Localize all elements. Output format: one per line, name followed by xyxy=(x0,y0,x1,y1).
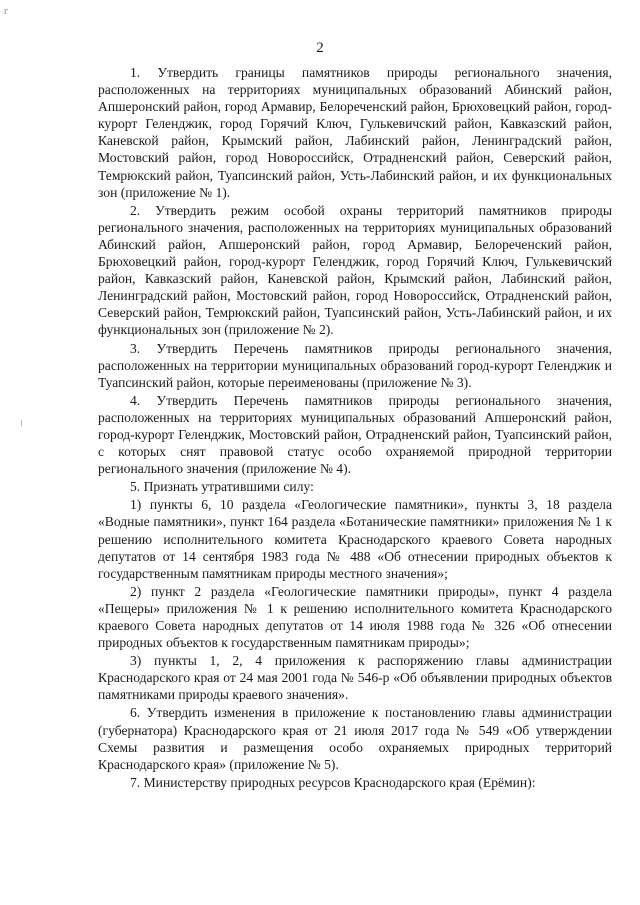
paragraph-3: 3. Утвердить Перечень памятников природы регионального значения, расположенных на территории муниципальных образований город-курорт Геленджик и Туапсинский район, которые переименованы (приложение № 3). xyxy=(98,340,612,390)
paragraph-7: 7. Министерству природных ресурсов Краснодарского края (Ерёмин): xyxy=(130,774,536,790)
paragraph-1: 1. Утвердить границы памятников природы регионального значения, расположенных на территориях муниципальных образований Абинский район, Апшеронский район, город Армавир, Белореченский район, Брюховецкий район, город-курорт Геленджик, город Горячий Ключ, Гулькевичский район, Кавказский район, Каневской район, Крымский район, Лабинский район, Ленинградский район, Мостовский район, город Новороссийск, Отрадненский район, Северский район, Темрюкский район, Туапсинский район, Усть-Лабинский район, и их функциональных зон (приложение № 1). xyxy=(98,65,612,200)
paragraph-5-item-3: 3) пункты 1, 2, 4 приложения к распоряжению главы администрации Краснодарского края от 24 мая 2001 года № 546-р «Об объявлении природных объектов памятниками природы краевого значения». xyxy=(98,653,612,703)
paragraph-5-item-1: 1) пункты 6, 10 раздела «Геологические памятники», пункты 3, 18 раздела «Водные памятники», пункт 164 раздела «Ботанические памятники» приложения № 1 к решению исполнительного комитета Краснодарского краевого Совета народных депутатов от 14 сентября 1983 года № 488 «Об отнесении природных объектов к государственным памятникам природы местного значения»; xyxy=(98,497,612,581)
page-number: 2 xyxy=(316,40,324,56)
paragraph-2: 2. Утвердить режим особой охраны территорий памятников природы регионального значения, расположенных на территориях муниципальных образований Абинский район, Апшеронский район, город Армавир, Белореченский район, Брюховецкий район, город-курорт Геленджик, город Горячий Ключ, Гулькевичский район, Кавказский район, Каневской район, Крымский район, Лабинский район, Ленинградский район, Мостовский район, город Новороссийск, Отрадненский район, Северский район, Темрюкский район, Туапсинский район, Усть-Лабинский район, и их функциональных зон (приложение № 2). xyxy=(98,202,612,338)
paragraph-4: 4. Утвердить Перечень памятников природы регионального значения, расположенных на территориях муниципальных образований Апшеронский район, город-курорт Геленджик, Мостовский район, Отрадненский район, Туапсинский район, с которых снят правовой статус особо охраняемой природной территории регионального значения (приложение № 4). xyxy=(98,392,612,477)
paragraph-5-item-2: 2) пункт 2 раздела «Геологические памятники природы», пункт 4 раздела «Пещеры» приложения № 1 к решению исполнительного комитета Краснодарского краевого Совета народных депутатов от 14 июля 1988 года № 326 «Об отнесении природных объектов к государственным памятникам природы»; xyxy=(98,583,612,651)
corner-mark: г xyxy=(4,6,9,17)
paragraph-5: 5. Признать утратившими силу: xyxy=(130,479,314,495)
paragraph-6: 6. Утвердить изменения в приложение к постановлению главы администрации (губернатора) Краснодарского края от 21 июля 2017 года № 549 «Об утверждении Схемы развития и размещения особо охраняемых природных территорий Краснодарского края» (приложение № 5). xyxy=(98,705,612,772)
document-body xyxy=(98,64,612,792)
margin-tick xyxy=(21,420,22,426)
